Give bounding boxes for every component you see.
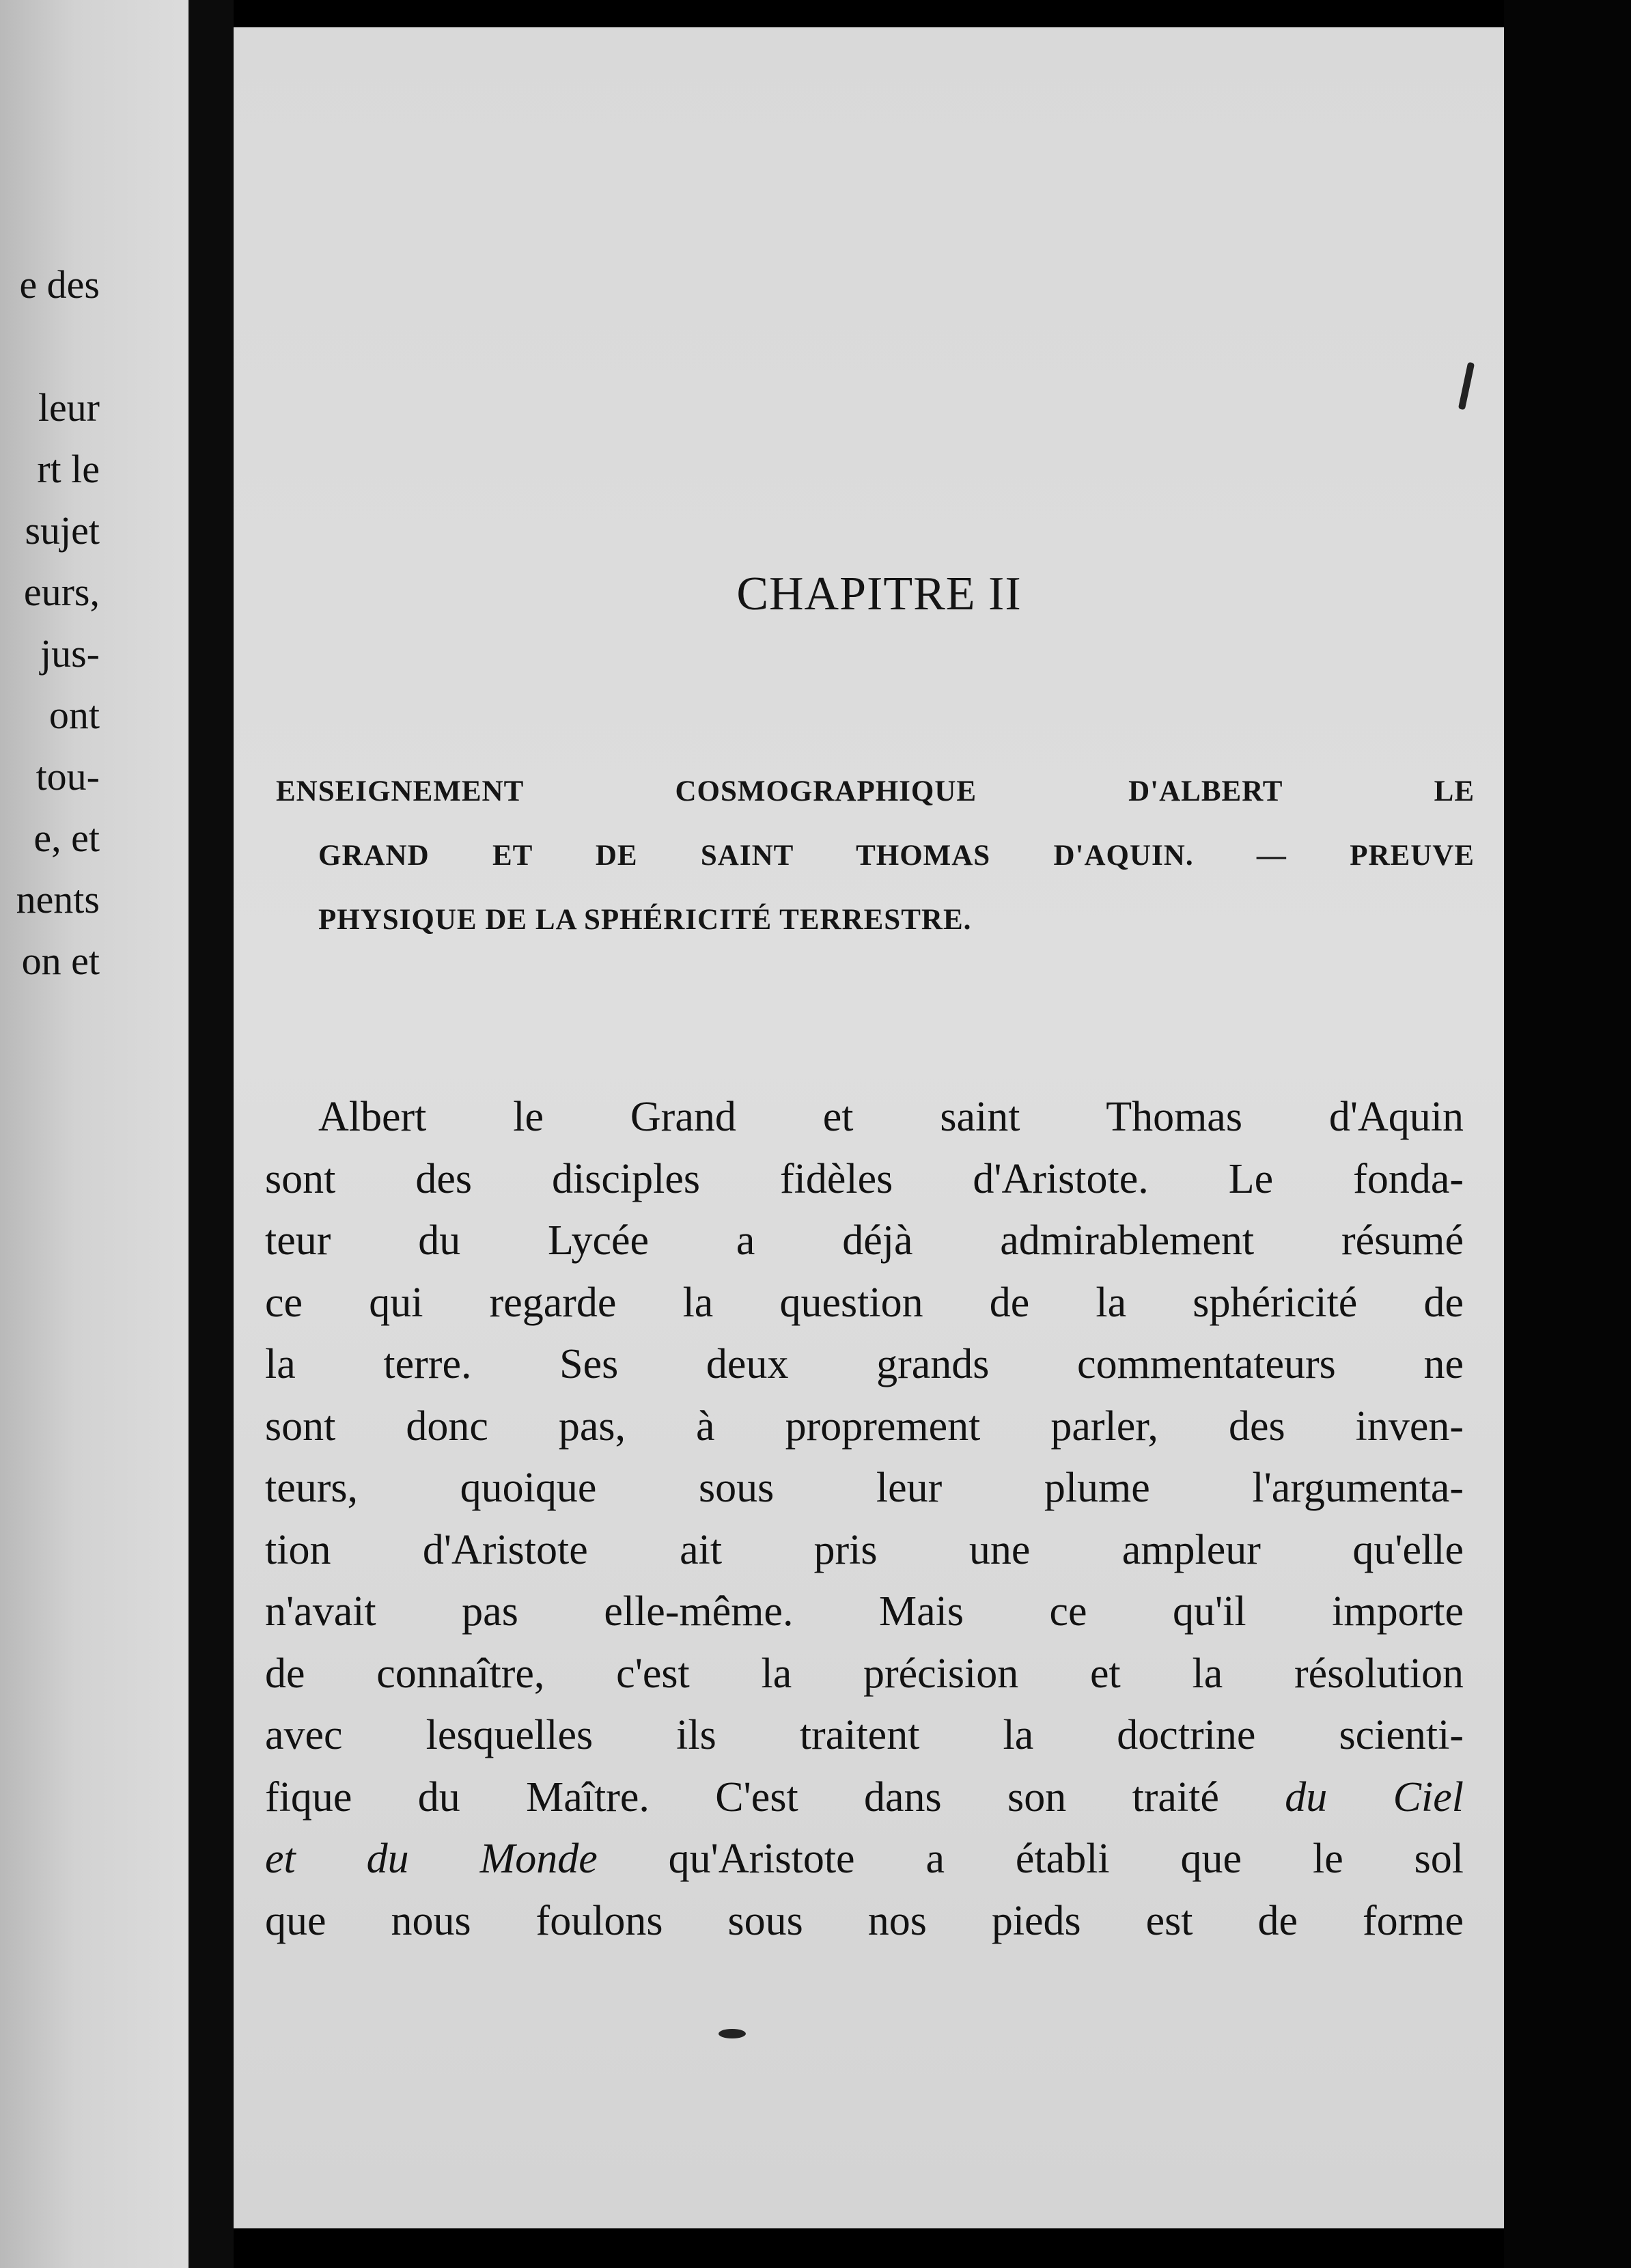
body-line-text: qu'Aristote a établi que le sol (597, 1836, 1464, 1882)
italic-title-text: du Ciel (1285, 1773, 1464, 1821)
left-page-line: ont (48, 693, 100, 737)
main-page (234, 27, 1504, 2228)
scan-speck (719, 2029, 746, 2038)
book-gutter (189, 0, 234, 2268)
body-line: la terre. Ses deux grands commentateurs ne (265, 1341, 1464, 1387)
body-line (265, 1828, 1464, 1890)
body-line: Albert le Grand et saint Thomas d'Aquin (318, 1094, 1464, 1140)
body-line: tion d'Aristote ait pris une ampleur qu'elle (265, 1526, 1464, 1573)
body-line: sont des disciples fidèles d'Aristote. Le fonda- (265, 1155, 1464, 1202)
chapter-title: CHAPITRE II (736, 568, 1022, 620)
summary-line: ENSEIGNEMENT COSMOGRAPHIQUE D'ALBERT LE (276, 775, 1475, 807)
body-line: avec lesquelles ils traitent la doctrine scienti- (265, 1712, 1464, 1758)
body-line: teurs, quoique sous leur plume l'argumenta- (265, 1465, 1464, 1511)
chapter-summary (276, 760, 1475, 952)
left-page-line: e, et (33, 816, 100, 860)
left-page-line: leur (38, 385, 100, 430)
body-paragraph (265, 1086, 1464, 1952)
left-page-line: jus- (40, 631, 100, 676)
body-line: de connaître, c'est la précision et la résolution (265, 1650, 1464, 1697)
summary-line: PHYSIQUE DE LA SPHÉRICITÉ TERRESTRE. (318, 904, 972, 936)
italic-title-text: et du Monde (265, 1836, 598, 1882)
scan-speck (1458, 362, 1475, 411)
body-line-text: fique du Maître. C'est dans son traité (265, 1773, 1285, 1821)
body-line (265, 1767, 1464, 1829)
body-line: ce qui regarde la question de la sphéricité de (265, 1279, 1464, 1326)
left-page-line: e des (19, 262, 100, 307)
left-page-line: tou- (36, 754, 100, 799)
summary-line: GRAND ET DE SAINT THOMAS D'AQUIN. — PREUVE (318, 840, 1475, 872)
body-line: que nous foulons sous nos pieds est de forme (265, 1897, 1464, 1944)
left-page-line: sujet (25, 508, 100, 553)
left-page-line: on et (21, 939, 100, 983)
left-page-line: eurs, (23, 570, 100, 614)
left-facing-page (0, 0, 189, 2268)
left-page-line: nents (16, 877, 100, 922)
left-page-line: rt le (37, 447, 100, 491)
book-edge (1504, 0, 1631, 2268)
body-line: sont donc pas, à proprement parler, des inven- (265, 1402, 1464, 1450)
body-line: teur du Lycée a déjà admirablement résumé (265, 1217, 1464, 1264)
body-line: n'avait pas elle-même. Mais ce qu'il importe (265, 1588, 1464, 1635)
